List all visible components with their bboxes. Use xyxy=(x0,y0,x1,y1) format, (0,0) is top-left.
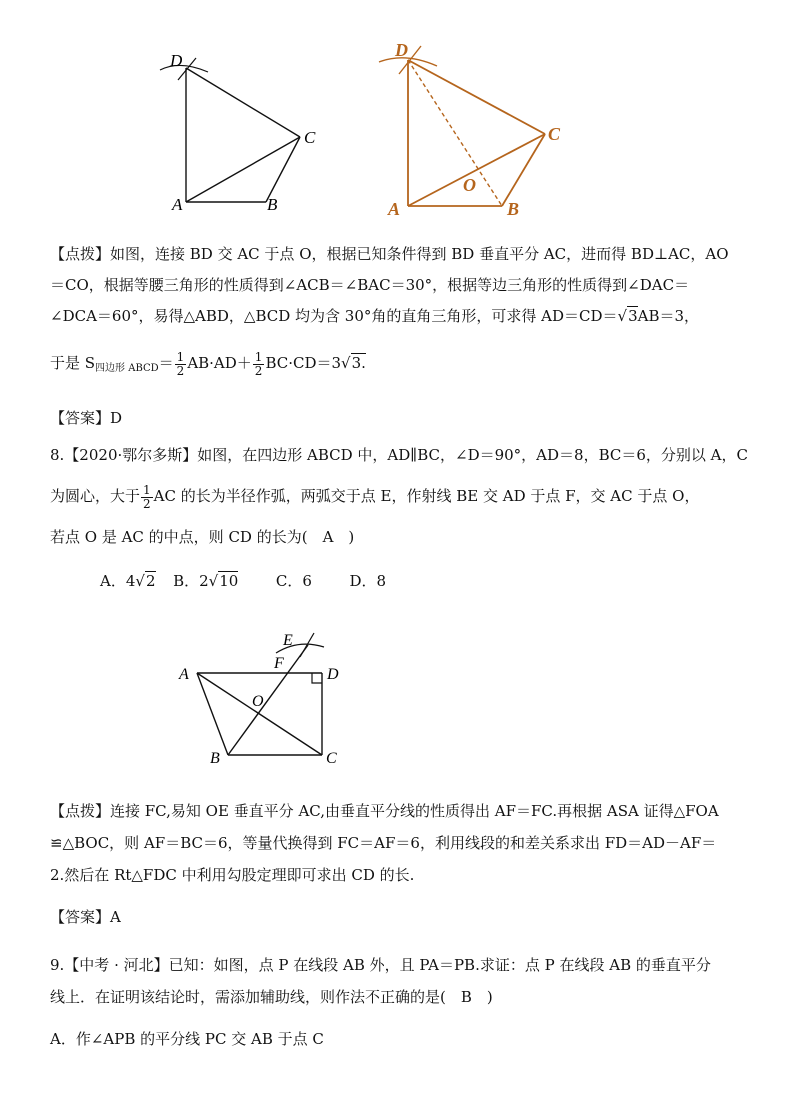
fig3-label-a: A xyxy=(179,666,189,683)
fig2-label-c: C xyxy=(548,124,561,144)
fig3-label-o: O xyxy=(252,693,264,710)
hint1-area-term2: BC·CD＝3 xyxy=(265,354,342,372)
hint1-line2: ＝CO，根据等腰三角形的性质得到∠ACB＝∠BAC＝30°，根据等边三角形的性质得到∠DAC＝ xyxy=(50,276,690,294)
hint1-line1: 【点拨】如图，连接 BD 交 AC 于点 O，根据已知条件得到 BD 垂直平分 AC，进而得 BD⊥AC，AO xyxy=(50,245,729,263)
hint1-fraction-half-1 xyxy=(175,351,187,378)
fraction-num: 1 xyxy=(176,349,185,364)
q8-option-d: D．8 xyxy=(349,572,387,590)
fig3-label-c: C xyxy=(326,750,337,767)
fraction-num: 1 xyxy=(143,482,151,497)
fig1-label-a: A xyxy=(172,195,183,214)
fig1-label-d: D xyxy=(170,51,183,70)
fig3-label-b: B xyxy=(210,750,220,767)
figure-3-trapezoid xyxy=(170,625,360,775)
q8-option-c: C．6 xyxy=(275,572,312,590)
hint1-sqrt-sign-2: √ xyxy=(341,354,351,372)
answer1: 【答案】D xyxy=(50,409,123,427)
figure-2-quadrilateral xyxy=(375,38,575,223)
hint1-line3 xyxy=(50,305,699,327)
hint2-line3: 2.然后在 Rt△FDC 中利用勾股定理即可求出 CD 的长. xyxy=(50,866,415,884)
answer2: 【答案】A xyxy=(50,908,121,926)
fig2-diagonal-bd-dashed xyxy=(408,60,502,206)
sqrt-sign: √ xyxy=(208,572,219,590)
q8-line3: 若点 O 是 AC 的中点，则 CD 的长为( A ) xyxy=(50,528,355,546)
hint1-line3-text: ∠DCA＝60°，易得△ABD，△BCD 均为含 30°角的直角三角形，可求得 AD＝CD＝ xyxy=(50,307,618,325)
hint1-sqrt-3-result: 3. xyxy=(351,354,366,372)
hint2-line1: 【点拨】连接 FC,易知 OE 垂直平分 AC,由垂直平分线的性质得出 AF＝FC.再根据 ASA 证得△FOA xyxy=(50,802,719,820)
q8-fraction-half xyxy=(141,484,153,511)
q8-option-b-root: 10 xyxy=(219,572,239,590)
fig2-side-dc xyxy=(408,60,545,134)
fig1-arc xyxy=(160,65,208,72)
hint2-line2: ≌△BOC，则 AF＝BC＝6，等量代换得到 FC＝AF＝6，利用线段的和差关系求出 FD＝AD－AF＝ xyxy=(50,834,717,852)
hint1-line4 xyxy=(50,348,366,384)
fig3-label-f: F xyxy=(274,655,284,672)
q9-line2: 线上．在证明该结论时，需添加辅助线，则作法不正确的是( B ) xyxy=(50,988,493,1006)
fig1-side-dc xyxy=(186,68,300,137)
q8-option-a-root: 2 xyxy=(145,572,156,590)
fig3-right-angle-mark xyxy=(312,673,322,683)
q8-option-a: A．4 xyxy=(100,572,136,590)
fig1-label-b: B xyxy=(267,195,278,214)
fraction-num: 1 xyxy=(254,349,263,364)
fig3-side-ab xyxy=(197,673,228,755)
fig3-diagonal-ac xyxy=(197,673,322,755)
q8-line2 xyxy=(50,481,699,511)
hint1-eq: ＝ xyxy=(158,354,174,372)
q8-line2-end: AC 的长为半径作弧，两弧交于点 E，作射线 BE 交 AD 于点 F，交 AC 于点 O， xyxy=(153,487,700,505)
fig2-label-o: O xyxy=(463,175,476,195)
fig3-label-e: E xyxy=(283,632,293,649)
q9-line3: A．作∠APB 的平分线 PC 交 AB 于点 C xyxy=(50,1030,324,1048)
hint1-line3-tail: AB＝3， xyxy=(637,307,700,325)
fig2-label-d: D xyxy=(395,40,408,60)
q8-line2-start: 为圆心，大于 xyxy=(50,487,141,505)
q9-line1: 9.【中考 · 河北】已知：如图，点 P 在线段 AB 外，且 PA＝PB.求证：点 P 在线段 AB 的垂直平分 xyxy=(50,956,711,974)
fraction-den: 2 xyxy=(254,363,263,378)
hint1-area-subscript: 四边形 ABCD xyxy=(95,363,159,374)
sqrt-sign: √ xyxy=(135,572,145,590)
fig1-label-c: C xyxy=(304,128,316,147)
figure-1-quadrilateral xyxy=(150,40,340,220)
hint1-area-s: 于是 S xyxy=(50,354,96,372)
fig2-label-a: A xyxy=(388,199,401,219)
fig2-label-b: B xyxy=(507,199,520,219)
hint1-fraction-half-2 xyxy=(253,351,265,378)
fig3-label-d: D xyxy=(327,666,339,683)
fraction-den: 2 xyxy=(143,496,151,511)
fraction-den: 2 xyxy=(176,363,185,378)
q8-line1: 8.【2020·鄂尔多斯】如图，在四边形 ABCD 中，AD∥BC，∠D＝90°，AD＝8，BC＝6，分别以 A，C xyxy=(50,446,748,464)
q8-option-b: B．2 xyxy=(173,572,209,590)
hint1-sqrt-sign: √ xyxy=(617,307,628,325)
hint1-area-term1: AB·AD＋ xyxy=(187,354,252,372)
hint1-sqrt-3: 3 xyxy=(628,307,638,325)
q8-options xyxy=(100,570,386,592)
